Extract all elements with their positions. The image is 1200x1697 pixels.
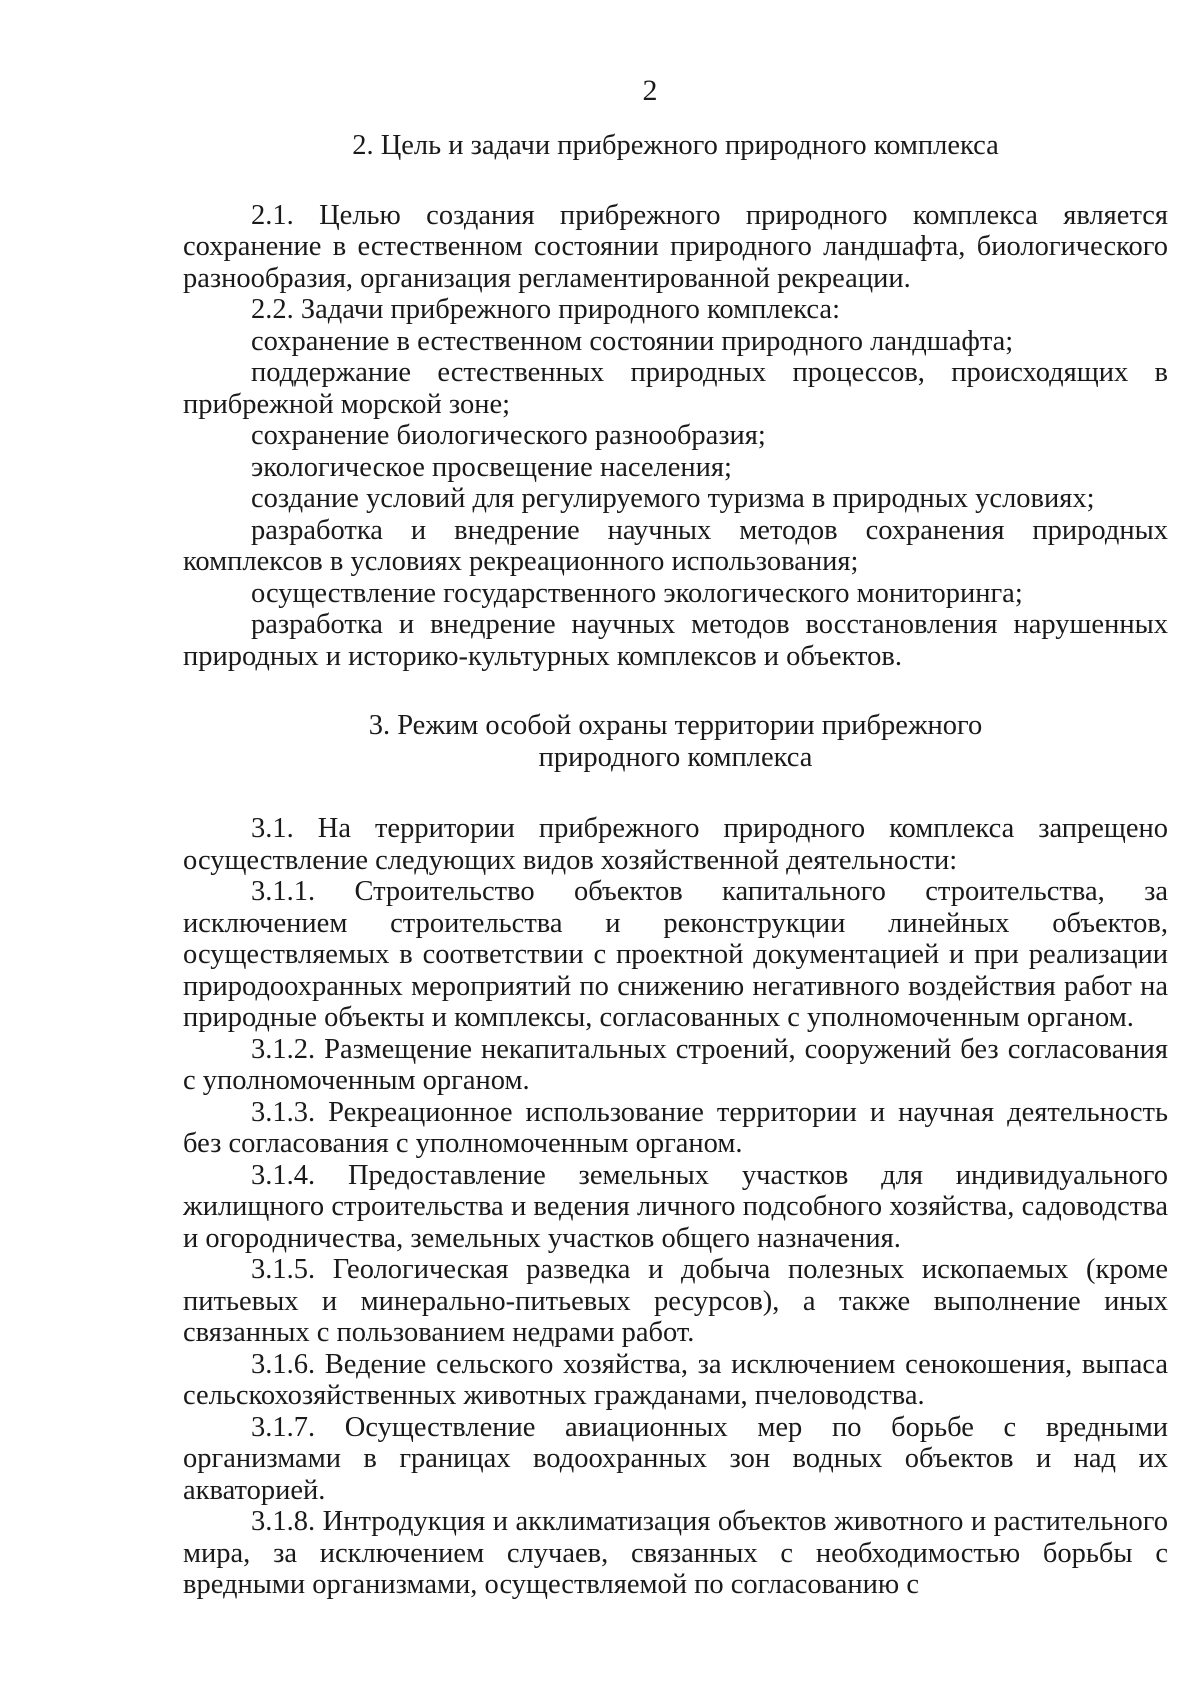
- task-item: создание условий для регулируемого туризма в природных условиях;: [251, 483, 1095, 514]
- section-3-heading-line2: природного комплекса: [538, 741, 813, 773]
- task-item: осуществление государственного экологического мониторинга;: [251, 577, 1023, 609]
- prohibition-item: 3.1.7. Осуществление авиационных мер по борьбе с вредными организмами в границах водоохранных зон водных объектов и над их акваторией.: [183, 1411, 1168, 1506]
- task-item: экологическое просвещение населения;: [251, 451, 732, 483]
- prohibition-item: 3.1.4. Предоставление земельных участков для индивидуального жилищного строительства и ведения личного подсобного хозяйства, садоводства и огородничества, земельных участков общего назначения.: [183, 1159, 1168, 1254]
- prohibition-item: 3.1.2. Размещение некапитальных строений, сооружений без согласования с уполномоченным органом.: [183, 1033, 1168, 1096]
- paragraph-2-2: 2.2. Задачи прибрежного природного комплекса:: [251, 294, 840, 325]
- section-2-heading: 2. Цель и задачи прибрежного природного комплекса: [352, 130, 999, 161]
- prohibition-item: 3.1.1. Строительство объектов капитального строительства, за исключением строительства и реконструкции линейных объектов, осуществляемых в соответствии с проектной документацией и при реализации природоохранных мероприятий по снижению негативного воздействия работ на природные объекты и комплексы, согласованных с уполномоченным органом.: [183, 876, 1168, 1033]
- task-item: разработка и внедрение научных методов восстановления нарушенных природных и историко-культурных комплексов и объектов.: [183, 609, 1168, 672]
- prohibition-item: 3.1.8. Интродукция и акклиматизация объектов животного и растительного мира, за исключением случаев, связанных с необходимостью борьбы с вредными организмами, осуществляемой по согласованию с: [183, 1506, 1168, 1600]
- section-3-heading-line1: 3. Режим особой охраны территории прибрежного: [368, 710, 983, 741]
- task-item: сохранение в естественном состоянии природного ландшафта;: [251, 325, 1014, 357]
- task-item: поддержание естественных природных процессов, происходящих в прибрежной морской зоне;: [183, 357, 1168, 420]
- prohibition-item: 3.1.3. Рекреационное использование территории и научная деятельность без согласования с уполномоченным органом.: [183, 1096, 1168, 1159]
- task-item: разработка и внедрение научных методов сохранения природных комплексов в условиях рекреационного использования;: [183, 514, 1168, 577]
- paragraph-2-1: 2.1. Целью создания прибрежного природного комплекса является сохранение в естественном состоянии природного ландшафта, биологического разнообразия, организация регламентированной рекреации.: [183, 199, 1168, 294]
- page-number: 2: [642, 74, 658, 107]
- prohibition-item: 3.1.5. Геологическая разведка и добыча полезных ископаемых (кроме питьевых и минерально-питьевых ресурсов), а также выполнение иных связанных с пользованием недрами работ.: [183, 1254, 1168, 1348]
- document-body: [183, 130, 1168, 1601]
- paragraph-3-1: 3.1. На территории прибрежного природного комплекса запрещено осуществление следующих видов хозяйственной деятельности:: [183, 813, 1168, 876]
- prohibition-item: 3.1.6. Ведение сельского хозяйства, за исключением сенокошения, выпаса сельскохозяйственных животных гражданами, пчеловодства.: [183, 1348, 1168, 1411]
- task-item: сохранение биологического разнообразия;: [251, 420, 766, 451]
